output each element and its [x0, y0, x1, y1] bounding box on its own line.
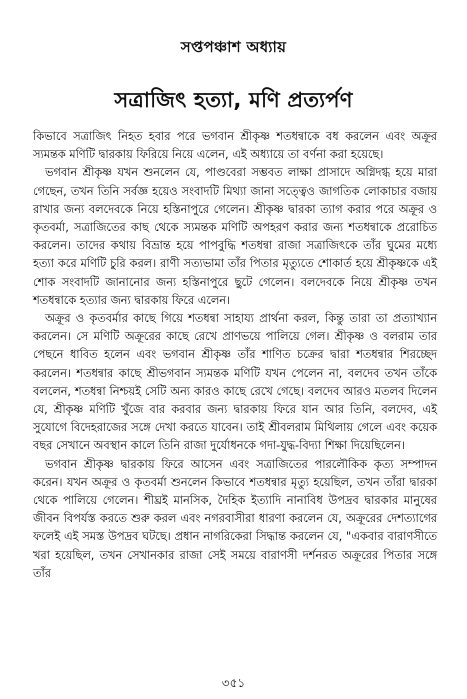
chapter-title: সত্রাজিৎ হত্যা, মণি প্রত্যর্পণ — [114, 88, 353, 112]
paragraph-hastinapura: ভগবান শ্রীকৃষ্ণ যখন শুনলেন যে, পাণ্ডবেরা সম্ভবত লাক্ষা প্রাসাদে অগ্নিদগ্ধ হয়ে মারা গেছেন, তখন তিনি সর্বজ্ঞ হয়েও সংবাদটি মিথ্যা জানা সত্ত্বেও জাগতিক লোকাচার বজায় রাখার জন্য বলদেবকে নিয়ে হস্তিনাপুরে গেলেন। শ্রীকৃষ্ণ দ্বারকা ত্যাগ করার পরে অক্রূর ও কৃতবর্মা, সত্রাজিতের কাছ থেকে স্যমন্তক মণিটি অপহরণ করার জন্য শতধন্বাকে প্ররোচিত করলেন। তাদের কথায় বিভ্রান্ত হয়ে পাপবুদ্ধি শতধন্বা রাজা সত্রাজিৎকে তাঁর ঘুমের মধ্যে হত্যা করে মণিটি চুরি করল। রাণী সত্যভামা তাঁর পিতার মৃত্যুতে শোকার্ত হয়ে শ্রীকৃষ্ণকে এই শোক সংবাদটি জানানোর জন্য হস্তিনাপুরে ছুটে গেলেন। বলদেবকে নিয়ে শ্রীকৃষ্ণ তখন শতধন্বাকে হত্যার জন্য দ্বারকায় ফিরে এলেন। — [33, 166, 437, 307]
paragraph-dvaraka: ভগবান শ্রীকৃষ্ণ দ্বারকায় ফিরে আসেন এবং সত্রাজিতের পারলৌকিক কৃত্য সম্পাদন করেন। যখন অক্রূর ও কৃতবর্মা শুনলেন কিভাবে শতধন্বার মৃত্যু হয়েছিল, তখন তাঁরা দ্বারকা থেকে পালিয়ে গেলেন। শীঘ্রই মানসিক, দৈহিক ইত্যাদি নানাবিধ উপদ্রব দ্বারকার মানুষের জীবন বিপর্যস্ত করতে শুরু করল এবং নগরবাসীরা ধারণা করলেন যে, অক্রূরের দেশত্যাগের ফলেই এই সমস্ত উপদ্রব ঘটছে। প্রধান নাগরিকেরা সিদ্ধান্ত করলেন যে, "একবার বারাণসীতে খরা হয়েছিল, তখন সেখানকার রাজা সেই সময়ে বারাণসী দর্শনরত অক্রূরের পিতার সঙ্গে তাঁর — [33, 457, 437, 580]
paragraph-summary: কিভাবে সত্রাজিৎ নিহত হবার পরে ভগবান শ্রীকৃষ্ণ শতধন্বাকে বধ করলেন এবং অক্রূর স্যমন্তক মণিটি দ্বারকায় ফিরিয়ে নিয়ে এলেন, এই অধ্যায়ে তা বর্ণনা করা হয়েছে। — [33, 130, 437, 162]
body-text — [33, 128, 437, 583]
page-number: ৩৫১ — [221, 676, 246, 690]
paragraph-shatadhanva: অক্রূর ও কৃতবর্মার কাছে গিয়ে শতধন্বা সাহায্য প্রার্থনা করল, কিন্তু তারা তা প্রত্যাখ্যান করলেন। সে মণিটি অক্রূরের কাছে রেখে প্রাণভয়ে পালিয়ে গেল। শ্রীকৃষ্ণ ও বলরাম তার পেছনে ধাবিত হলেন এবং ভগবান শ্রীকৃষ্ণ তাঁর শাণিত চক্রের দ্বারা শতধন্বার শিরচ্ছেদ করলেন। শতধন্বার কাছে শ্রীভগবান স্যমন্তক মণিটি যখন পেলেন না, বলদেব তখন তাঁকে বললেন, শতধন্বা নিশ্চয়ই সেটি অন্য কারও কাছে রেখে গেছে। বলদেব আরও মতলব দিলেন যে, শ্রীকৃষ্ণ মণিটি খুঁজে বার করবার জন্য দ্বারকায় ফিরে যান আর তিনি, বলদেব, এই সুযোগে বিদেহরাজের সঙ্গে দেখা করতে যাবেন। তাই শ্রীবলরাম মিথিলায় গেলে এবং কয়েক বছর সেখানে অবস্থান কালে তিনি রাজা দুর্যোধনকে গদা-যুদ্ধ-বিদ্যা শিক্ষা দিয়েছিলেন। — [33, 312, 437, 453]
chapter-label: সপ্তপঞ্চাশ অধ্যায় — [180, 38, 287, 56]
